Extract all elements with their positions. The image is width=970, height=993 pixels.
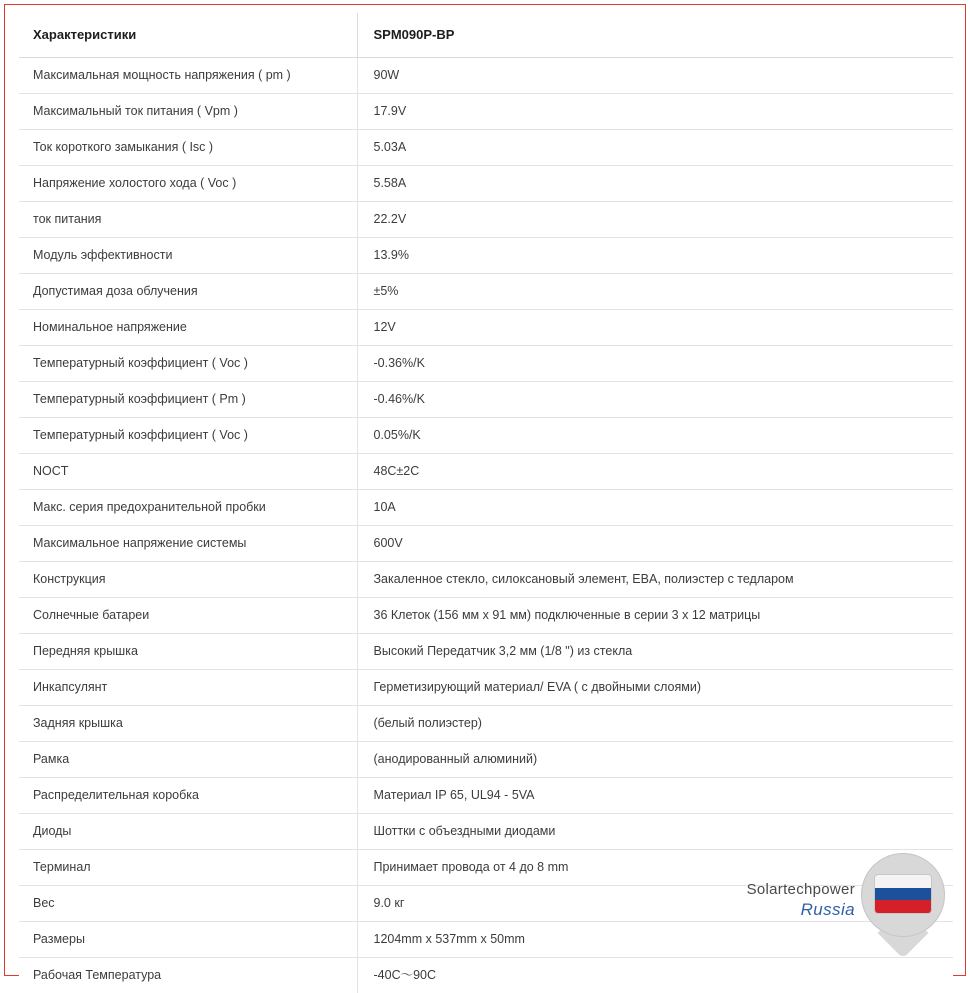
parameter-cell: Температурный коэффициент ( Voc )	[19, 346, 357, 382]
value-cell: 10A	[357, 490, 953, 526]
parameter-cell: Рамка	[19, 742, 357, 778]
table-header-row	[19, 13, 953, 58]
parameter-cell: Задняя крышка	[19, 706, 357, 742]
table-row	[19, 274, 953, 310]
value-cell: 36 Клеток (156 мм x 91 мм) подключенные в серии 3 x 12 матрицы	[357, 598, 953, 634]
value-cell: Материал IP 65, UL94 - 5VA	[357, 778, 953, 814]
parameter-cell: Инкапсулянт	[19, 670, 357, 706]
parameter-cell: ток питания	[19, 202, 357, 238]
parameter-cell: Терминал	[19, 850, 357, 886]
value-cell: 1204mm x 537mm x 50mm	[357, 922, 953, 958]
value-cell: Шоттки с объездными диодами	[357, 814, 953, 850]
table-row	[19, 886, 953, 922]
table-row	[19, 922, 953, 958]
table-row	[19, 814, 953, 850]
table-row	[19, 166, 953, 202]
table-row	[19, 742, 953, 778]
parameter-cell: Макс. серия предохранительной пробки	[19, 490, 357, 526]
value-cell: -0.46%/K	[357, 382, 953, 418]
table-row	[19, 850, 953, 886]
table-row	[19, 58, 953, 94]
watermark-region: Russia	[715, 900, 855, 920]
parameter-cell: Ток короткого замыкания ( Isc )	[19, 130, 357, 166]
parameter-cell: Модуль эффективности	[19, 238, 357, 274]
parameter-cell: Номинальное напряжение	[19, 310, 357, 346]
table-row	[19, 382, 953, 418]
parameter-cell: Вес	[19, 886, 357, 922]
value-cell: 17.9V	[357, 94, 953, 130]
value-cell: (белый полиэстер)	[357, 706, 953, 742]
table-row	[19, 238, 953, 274]
table-row	[19, 562, 953, 598]
value-cell: ±5%	[357, 274, 953, 310]
specifications-table	[19, 13, 953, 993]
parameter-cell: Температурный коэффициент ( Pm )	[19, 382, 357, 418]
value-cell: 48C±2C	[357, 454, 953, 490]
table-header-parameter: Характеристики	[19, 13, 357, 58]
table-row	[19, 670, 953, 706]
parameter-cell: Конструкция	[19, 562, 357, 598]
value-cell: Высокий Передатчик 3,2 мм (1/8 ") из стекла	[357, 634, 953, 670]
value-cell: 90W	[357, 58, 953, 94]
page-border	[4, 4, 966, 976]
value-cell: Герметизирующий материал/ EVA ( с двойными слоями)	[357, 670, 953, 706]
value-cell: 9.0 кг	[357, 886, 953, 922]
parameter-cell: Диоды	[19, 814, 357, 850]
parameter-cell: NOCT	[19, 454, 357, 490]
value-cell: 600V	[357, 526, 953, 562]
parameter-cell: Рабочая Температура	[19, 958, 357, 993]
table-row	[19, 490, 953, 526]
value-cell: Принимает провода от 4 до 8 mm	[357, 850, 953, 886]
table-row	[19, 598, 953, 634]
value-cell: -0.36%/K	[357, 346, 953, 382]
value-cell: -40C〜90C	[357, 958, 953, 993]
parameter-cell: Солнечные батареи	[19, 598, 357, 634]
table-row	[19, 454, 953, 490]
parameter-cell: Допустимая доза облучения	[19, 274, 357, 310]
parameter-cell: Максимальный ток питания ( Vpm )	[19, 94, 357, 130]
value-cell: 13.9%	[357, 238, 953, 274]
table-row	[19, 418, 953, 454]
watermark-brand: Solartechpower	[715, 881, 855, 898]
table-row	[19, 130, 953, 166]
value-cell: Закаленное стекло, силоксановый элемент, EBA, полиэстер с тедларом	[357, 562, 953, 598]
table-row	[19, 634, 953, 670]
table-row	[19, 346, 953, 382]
table-row	[19, 706, 953, 742]
parameter-cell: Размеры	[19, 922, 357, 958]
value-cell: 12V	[357, 310, 953, 346]
table-header-model: SPM090P-BP	[357, 13, 953, 58]
parameter-cell: Максимальное напряжение системы	[19, 526, 357, 562]
parameter-cell: Температурный коэффициент ( Voc )	[19, 418, 357, 454]
parameter-cell: Распределительная коробка	[19, 778, 357, 814]
table-row	[19, 526, 953, 562]
parameter-cell: Передняя крышка	[19, 634, 357, 670]
value-cell: 22.2V	[357, 202, 953, 238]
table-row	[19, 310, 953, 346]
table-row	[19, 778, 953, 814]
value-cell: 5.03A	[357, 130, 953, 166]
parameter-cell: Напряжение холостого хода ( Voc )	[19, 166, 357, 202]
table-row	[19, 202, 953, 238]
table-row	[19, 94, 953, 130]
parameter-cell: Максимальная мощность напряжения ( pm )	[19, 58, 357, 94]
table-row	[19, 958, 953, 993]
value-cell: 0.05%/K	[357, 418, 953, 454]
value-cell: (анодированный алюминий)	[357, 742, 953, 778]
value-cell: 5.58A	[357, 166, 953, 202]
